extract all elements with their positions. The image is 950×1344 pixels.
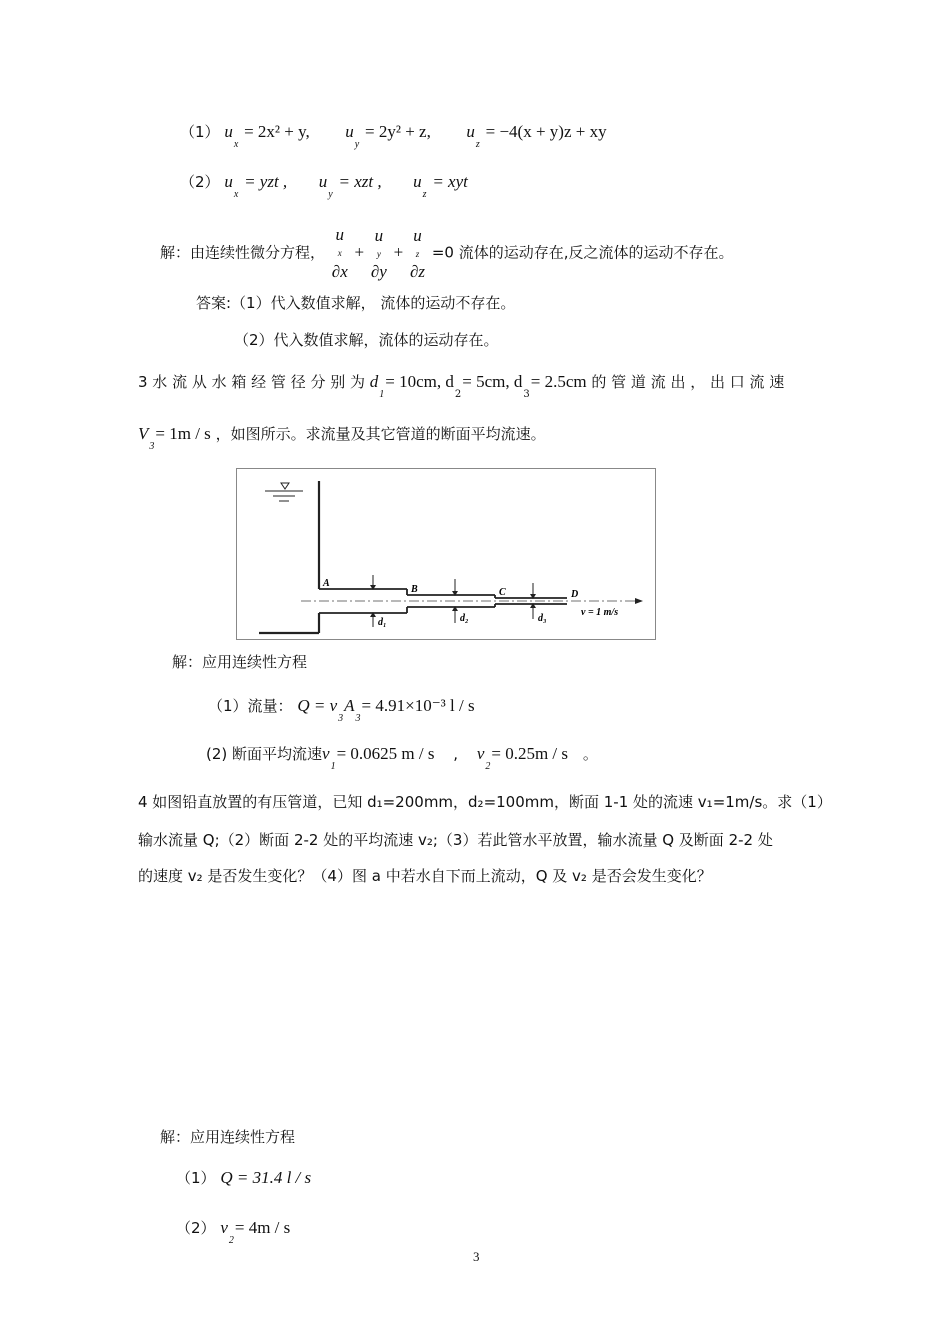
label-velocity: v = 1 m/s	[581, 607, 619, 618]
case1-label: （1）	[180, 123, 220, 141]
label-d2: d₂	[460, 613, 469, 624]
pipe-diagram	[237, 469, 655, 639]
q3-solution-title: 解：应用连续性方程	[172, 653, 308, 671]
q3-velocity-label: (2) 断面平均流速	[206, 745, 323, 763]
water-level-icon	[281, 483, 289, 489]
q4-solution-title: 解：应用连续性方程	[160, 1128, 296, 1146]
q2-answer2: （2）代入数值求解，流体的运动存在。	[234, 331, 499, 349]
frac-x: u x ∂x	[331, 225, 348, 281]
case1-uz: = −4(x + y)z + xy	[485, 122, 607, 141]
q3-velocity-line: (2) 断面平均流速$v_1= 0.0625$ m / s , $v_2= 0.25m / s$ 。	[206, 744, 598, 772]
label-d1: d₁	[378, 617, 387, 628]
label-d3: d₃	[538, 613, 547, 624]
q3-line2-suffix: ，如图所示。求流量及其它管道的断面平均流速。	[215, 425, 546, 443]
frac-z: u z ∂z	[410, 225, 426, 281]
frac-y: u y ∂y	[370, 225, 387, 281]
label-b: B	[411, 584, 418, 595]
q3-end-mark: 。	[582, 745, 598, 763]
q3-line2: $V_3= 1m / s$ ，如图所示。求流量及其它管道的断面平均流速。	[138, 424, 546, 452]
q2-answer1: 答案:（1）代入数值求解， 流体的运动不存在。	[196, 294, 516, 312]
q3-line1-prefix: 3 水 流 从 水 箱 经 管 径 分 别 为	[138, 373, 365, 391]
case1-uy: = 2y² + z,	[365, 122, 431, 141]
q4-ans1-line	[176, 1168, 311, 1188]
case2-uz: = xyt	[432, 172, 468, 191]
label-a: A	[323, 578, 330, 589]
q2-solution-line: 解：由连续性微分方程， u x ∂x + u y ∂y + u z ∂z =0 流体的运动存在,反之流体的运动不存在。	[160, 225, 734, 281]
q3-flow-value: = 4.91×10⁻³ l / s	[361, 696, 475, 715]
case2-line: （2） $u_x$ = yzt , $u_y$ = xzt , $u_z$ = xyt	[180, 172, 468, 200]
case2-uy: = xzt ,	[338, 172, 382, 191]
q3-v2-value: = 0.25m / s	[491, 744, 569, 763]
q4-line1: 4 如图铅直放置的有压管道，已知 d₁=200mm，d₂=100mm，断面 1-1 处的流速 v₁=1m/s。求（1）	[138, 793, 832, 811]
case1-line: （1） $u_x = 2x^2 + y$, $u_y = 2y^2 + z$, $u_z = -4(x + y)z$ + xy	[180, 122, 607, 150]
q2-solution-prefix: 解：由连续性微分方程，	[160, 243, 326, 262]
label-d: D	[571, 589, 579, 600]
case1-ux: = 2x² + y,	[244, 122, 310, 141]
case2-ux: = yzt ,	[244, 172, 288, 191]
q3-v3-value: = 1m / s	[155, 424, 211, 443]
q3-v1-value: = 0.0625 m / s	[336, 744, 435, 763]
q3-flow-line: （1）流量： $Q = v_3A_3= 4.91\times 10^{-3}$ l / s	[208, 696, 475, 724]
pipe-figure	[236, 468, 656, 640]
q4-line3: 的速度 v₂ 是否发生变化？（4）图 a 中若水自下而上流动，Q 及 v₂ 是否会发生变化？	[138, 867, 712, 885]
page-number: 3	[473, 1249, 480, 1264]
q4-ans1-value: Q = 31.4 l / s	[220, 1168, 312, 1187]
q3-line1: 3 水 流 从 水 箱 经 管 径 分 别 为 $d_1= 10cm$, $d_2= 5cm$, $d_3= 2.5cm$ 的 管 道 流 出 ， 出 口 流 速	[138, 372, 785, 400]
case2-label: （2）	[180, 173, 220, 191]
q3-flow-label: （1）流量：	[208, 697, 293, 715]
q4-ans2-line: （2） $v_2= 4m / s$	[176, 1218, 291, 1246]
q4-ans1-label: （1）	[176, 1169, 216, 1187]
q4-line2: 输水流量 Q;（2）断面 2-2 处的平均流速 v₂;（3）若此管水平放置，输水流量 Q 及断面 2-2 处	[138, 831, 773, 849]
label-c: C	[499, 587, 506, 598]
q4-ans2-value: = 4m / s	[234, 1218, 291, 1237]
q2-solution-suffix: =0 流体的运动存在,反之流体的运动不存在。	[431, 243, 734, 262]
q3-line1-suffix: 的 管 道 流 出 ， 出 口 流 速	[591, 373, 785, 391]
q4-ans2-label: （2）	[176, 1219, 216, 1237]
